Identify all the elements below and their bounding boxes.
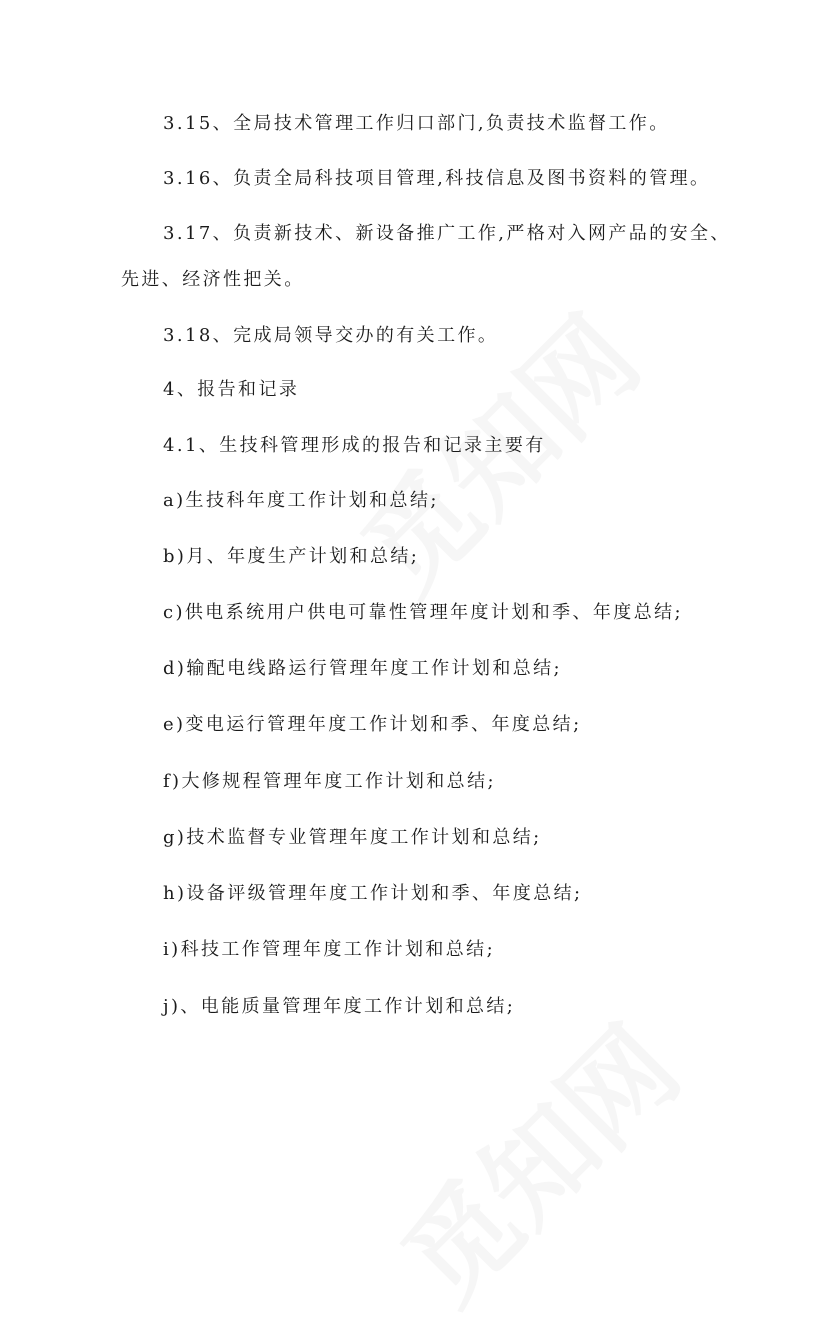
list-item-d: d)输配电线路运行管理年度工作计划和总结; [163,658,563,679]
list-item-g: g)技术监督专业管理年度工作计划和总结; [163,827,542,848]
list-item-c: c)供电系统用户供电可靠性管理年度计划和季、年度总结; [163,602,683,623]
paragraph-3-18: 3.18、完成局领导交办的有关工作。 [163,325,499,346]
watermark [362,986,707,1331]
section-heading-4: 4、报告和记录 [163,379,300,400]
paragraph-4-1: 4.1、生技科管理形成的报告和记录主要有 [163,435,546,456]
paragraph-3-17-continued: 先进、经济性把关。 [121,269,305,290]
paragraph-3-16: 3.16、负责全局科技项目管理,科技信息及图书资料的管理。 [163,168,711,189]
list-item-f: f)大修规程管理年度工作计划和总结; [163,771,496,792]
list-item-h: h)设备评级管理年度工作计划和季、年度总结; [163,883,583,904]
list-item-a: a)生技科年度工作计划和总结; [163,490,439,511]
paragraph-3-15: 3.15、全局技术管理工作归口部门,负责技术监督工作。 [163,113,670,134]
list-item-j: j)、电能质量管理年度工作计划和总结; [163,996,516,1017]
list-item-i: i)科技工作管理年度工作计划和总结; [163,939,496,960]
list-item-e: e)变电运行管理年度工作计划和季、年度总结; [163,714,582,735]
paragraph-3-17: 3.17、负责新技术、新设备推广工作,严格对入网产品的安全、 [163,223,731,244]
list-item-b: b)月、年度生产计划和总结; [163,546,420,567]
